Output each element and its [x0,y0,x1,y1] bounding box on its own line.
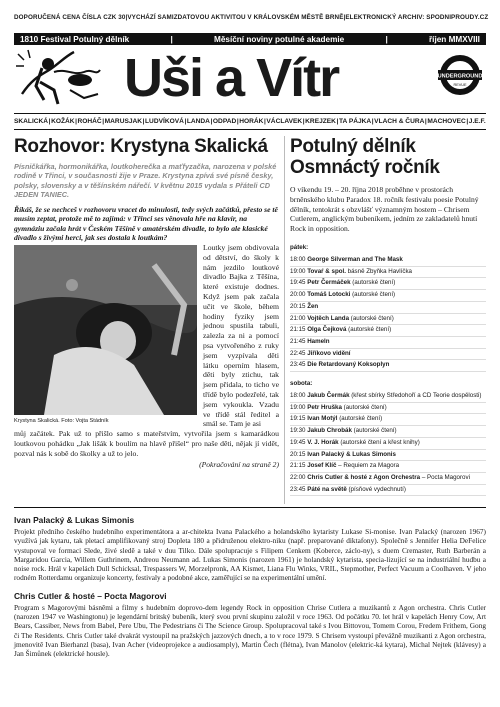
contributor-name: ROHÁČ [77,118,102,125]
festival-heading-line2: Osmnáctý ročník [290,157,440,178]
programme-row [290,403,486,415]
programme-act: Jiříkovo vidění [307,349,351,357]
interview-lead: Písničkářka, hormonikářka, loutkoherečka a maťfyzačka, narozena v polské rodině v Třinci, v současnosti žije v Praze. Krystyna zpívá své písně česky, polsky, slovensky a v těšínském nářečí. V květnu 2015 vydala s Přáteli CD JEDEN TANIEC. [14,162,277,200]
paper-subtitle: Měsíční noviny potulné akademie [214,34,345,44]
section-divider [14,507,486,508]
interview-question: Říkáš, že se nechceš v rozhovoru vracet do minulosti, tedy svých začátků, přesto se tě musím zeptat, protože mě to zajímá: v Třinci ses věnovala hře na klavír, na gymnáziu začala hrát v Českém Těšíně v amatérském divadle, to bylo ale klasické divadlo s živými herci, jak ses dostala k loutkám? [14,204,278,243]
friday-programme [290,255,486,372]
festival-label: 1810 Festival Potulný dělník [20,34,130,44]
programme-note: (autorské čtení) [341,403,387,411]
musician-illustration [14,46,104,106]
programme-time: 21:15 [290,326,308,334]
programme-act: Páté na světě [307,485,347,493]
programme-note: (autorské čtení) [349,314,394,322]
programme-act: Petr Hruška [307,403,342,411]
contributor-name: VÁCLAVEK [266,118,303,125]
programme-row [290,360,486,372]
programme-time: 23:45 [290,485,308,493]
contributor-name: VLACH & ČURA [374,118,425,125]
contributor-name: LANDA [186,118,210,125]
programme-row [290,450,486,462]
programme-time: 19:45 [290,438,308,446]
programme-row [290,278,486,290]
interview-answer: Loutky jsem obdivovala od dětství, do školy k nám jezdilo loutkové divadlo Bajka z Těšína, které existuje dodnes. Když jsem pak začala učit ve škole, během hodiny fyziky jsem jednou spustila tabuli, zalezla za ni a pomocí psa vytvořeného z ruky jsem vyzpívala děti látku operním hlasem, děti byly ztichu, tak jsem přidala, to ticho ve třídě bylo podezřelé, tak jsem vykoukla. Vzadu ve třídě stál ředitel a smál se. Tam je asi [203,243,279,429]
separator: | [170,34,173,44]
programme-time: 21:15 [290,462,308,470]
separator: | [466,118,469,125]
separator: | [210,118,213,125]
programme-act: Žen [307,302,319,310]
programme-act: Vojtěch Landa [307,314,350,322]
logo-bottom-text: REVUE [453,83,467,87]
separator: | [48,118,51,125]
programme-note: (autorské čtení) [346,326,392,334]
separator: | [336,118,339,125]
saturday-label: sobota: [290,380,313,388]
programme-row [290,438,486,450]
programme-time: 18:00 [290,255,308,263]
photo-block [14,245,197,424]
programme-note: (písňové vydechnutí) [346,485,406,493]
programme-row [290,314,486,326]
programme-note: – Requiem za Magora [336,462,400,470]
programme-row [290,290,486,302]
programme-note: básně Zbyňka Havlíčka [345,267,412,275]
programme-note: (autorské čtení) [337,415,383,423]
programme-row [290,325,486,337]
programme-act: Jakub Chrobák [307,427,352,435]
programme-note: – Pocta Magorovi [420,473,470,481]
programme-act: V. J. Horák [307,438,339,446]
archive-link[interactable]: ELEKTRONICKÝ ARCHIV: SPODNIPROUDY.CZ [345,14,489,21]
programme-act: Chris Cutler & hosté z Agon Orchestra [307,473,421,481]
festival-heading-line1: Potulný dělník [290,136,416,157]
festival-heading [290,136,486,178]
programme-time: 19:45 [290,279,308,287]
programme-time: 21:00 [290,314,308,322]
bottom-articles [14,515,486,667]
programme-note: (autorské čtení a křest knihy) [338,438,420,446]
contributor-name: KREJZEK [305,118,336,125]
publisher-note: VYCHÁZÍ SAMIZDATOVOU AKTIVITOU V KRÁLOVSKÉM MĚSTĚ BRNĚ [127,14,344,21]
programme-act: Die Retardovaný Koksoplyn [307,361,390,369]
festival-article [290,136,486,496]
programme-time: 19:00 [290,267,308,275]
separator: | [142,118,145,125]
top-info-bar [14,14,489,21]
programme-time: 22:45 [290,349,308,357]
programme-row [290,461,486,473]
contributors-bar [14,113,486,130]
programme-time: 19:00 [290,403,308,411]
interview-heading: Rozhovor: Krystyna Skalická [14,136,268,157]
programme-note: (autorské čtení) [350,279,396,287]
paper-title: Uši a Vítr [124,48,339,108]
issue-date: říjen MMXVIII [429,34,480,44]
programme-time: 19:30 [290,427,308,435]
contributor-name: ODPAD [212,118,237,125]
programme-act: Jakub Čermák [307,392,350,400]
contributor-name: MARUSJAK [104,118,143,125]
separator: | [424,118,427,125]
contributor-name: HORÁK [239,118,264,125]
programme-time: 20:15 [290,450,308,458]
separator: | [236,118,239,125]
programme-row [290,349,486,361]
singer-photo [14,245,197,415]
separator: | [125,14,128,21]
logo-top-text: UNDERGROUND [438,73,482,80]
programme-act: Olga Čejková [307,326,347,334]
price-note: DOPORUČENÁ CENA ČÍSLA CZK 30 [14,14,126,21]
underground-revue-logo [438,53,482,101]
friday-label: pátek: [290,243,309,251]
cutler-text: Program s Magorovými básněmi a filmy s hudebním doprovo-dem legendy Rock in opposition Chrise Cutlera a muzikantů z Agon orchestra. Chris Cutler (narozen 1947 ve Washingtonu) je legendární britský bubeník, který svou první skupinu založil v roce 1963. Od počátku 70. let hrál v kapelách Henry Cow, Art Bears, Cassiber, News from Babel, Pere Ubu, The Pedestrians či The Science Group. Spolupracoval také s Ivou Bittovou, Tomem Corou, Fredem Frithem, Gong či The Residents. Chris Cutler také dvakrát vystoupil na pražských jazzových dnech, a to v roce 1979. S Chrisem vystoupí převážně muzikanti z Agon orchestra, jmenovitě Ivan Bierhanzl (basa), Ivan Acher (videoprojekce a audiosamply), Martin Čech (flétna), Ivan Manolov (elektric-ká kytara), Michal Nejtek (klávesy) a Jan Šimůnek (elektrické housle). [14,602,486,659]
programme-row [290,473,486,485]
programme-row [290,255,486,267]
saturday-programme [290,391,486,496]
programme-time: 20:00 [290,291,308,299]
programme-row [290,414,486,426]
programme-time: 21:45 [290,337,308,345]
programme-act: Ivan Motýl [307,415,338,423]
programme-row [290,391,486,403]
programme-note: (autorské čtení) [350,291,396,299]
column-divider [284,136,285,504]
programme-time: 22:00 [290,473,308,481]
programme-time: 19:15 [290,415,308,423]
programme-act: Hameln [307,337,330,345]
separator: | [302,118,305,125]
separator: | [343,14,346,21]
photo-caption: Krystyna Skalická. Foto: Vojta Stádník [14,418,109,424]
issue-banner [14,33,486,45]
interview-article [14,136,279,469]
programme-row [290,302,486,314]
programme-act: Tovaŕ & spol. [307,267,346,275]
contributor-name: MACHOVEC [427,118,466,125]
contributor-name: KOŽÁK [51,118,75,125]
masthead [14,48,486,106]
programme-note: (křest sbírky Středohoří a CD Teorie dospělosti) [349,392,482,400]
programme-row [290,426,486,438]
programme-act: Petr Čermáček [307,279,351,287]
programme-act: Ivan Palacký & Lukas Simonis [307,450,396,458]
separator: | [184,118,187,125]
programme-act: Tomáš Lotocki [307,291,351,299]
separator: | [371,118,374,125]
contributor-name: SKALICKÁ [14,118,49,125]
interview-answer-end: můj začátek. Pak už to přišlo samo s mateřstvím, vytvořila jsem s kamarádkou loutkovou pohádku „Jak lišák k boulím na hlavě přišel“ pro naše děti, nějak jí vidět, pozval nás k sobě do školky a už to jelo. [14,429,279,458]
palacky-heading: Ivan Palacký & Lukas Simonis [14,515,135,525]
separator: | [263,118,266,125]
contributor-name: LUDVÍKOVÁ [145,118,184,125]
separator: | [385,34,388,44]
separator: | [102,118,105,125]
programme-row [290,267,486,279]
festival-intro: O víkendu 19. – 20. října 2018 proběhne v prostorách brněnského klubu Paradox 18. ročník festivalu poesie Potulný dělník, tentokrát s obzvlášť významným hostem – Chrisem Cutlerem, anglickým bubeníkem, jedním ze zakladatelů hnutí Rock in opposition. [290,185,479,234]
contributor-name: J.E.F. [468,118,486,125]
palacky-text: Projekt předního českého hudebního experimentátora a ar-chitekta Ivana Palackého a holandského kytaristy Lukase Si-monise. Ivan Palacký (narozen 1967) využívá jak kytaru, tak pletací amplifikovaný stroj Dopleta 180 a přidruženou elektro-niku (např. preparované diktafony). Společně s Jennifer Helia DeFelice vystupoval ve formaci Slede, živé sledě a také v duu Tilko. Dále spolupracuje s Filipem Cenkem (Koberce, záclo-ny), s duem Cremaster, Ruth Barberán a Margaridou Garcia, Willem Guthrinem, Andreou Neumann ad. Lukas Simonis (narozen 1961) je holandský kytarista, specia-lizující se na industriální hudbu a noise rock. Hrál v kapelách Dull Schicksal, Trespassers W, Morzelpronk, AA Kismet, Liana Flu Winks, VRIL, Stepmother, Perfect Vacuum a Coolhaven. V jeho rodném Rotterdamu organizuje koncerty, festivaly a podobné akce, zaměřující se na experimentální umění. [14,527,486,583]
programme-time: 18:00 [290,392,308,400]
contributor-name: TA PÁJKA [338,118,372,125]
continued-note: (Pokračování na straně 2) [199,459,279,469]
programme-row [290,485,486,497]
programme-time: 20:15 [290,302,308,310]
programme-row [290,337,486,349]
programme-act: George Silverman and The Mask [307,255,403,263]
programme-act: Josef Klíč [307,462,337,470]
programme-note: (autorské čtení) [351,427,397,435]
separator: | [75,118,77,125]
cutler-heading: Chris Cutler & hosté – Pocta Magorovi [14,590,167,601]
programme-time: 23:45 [290,361,308,369]
